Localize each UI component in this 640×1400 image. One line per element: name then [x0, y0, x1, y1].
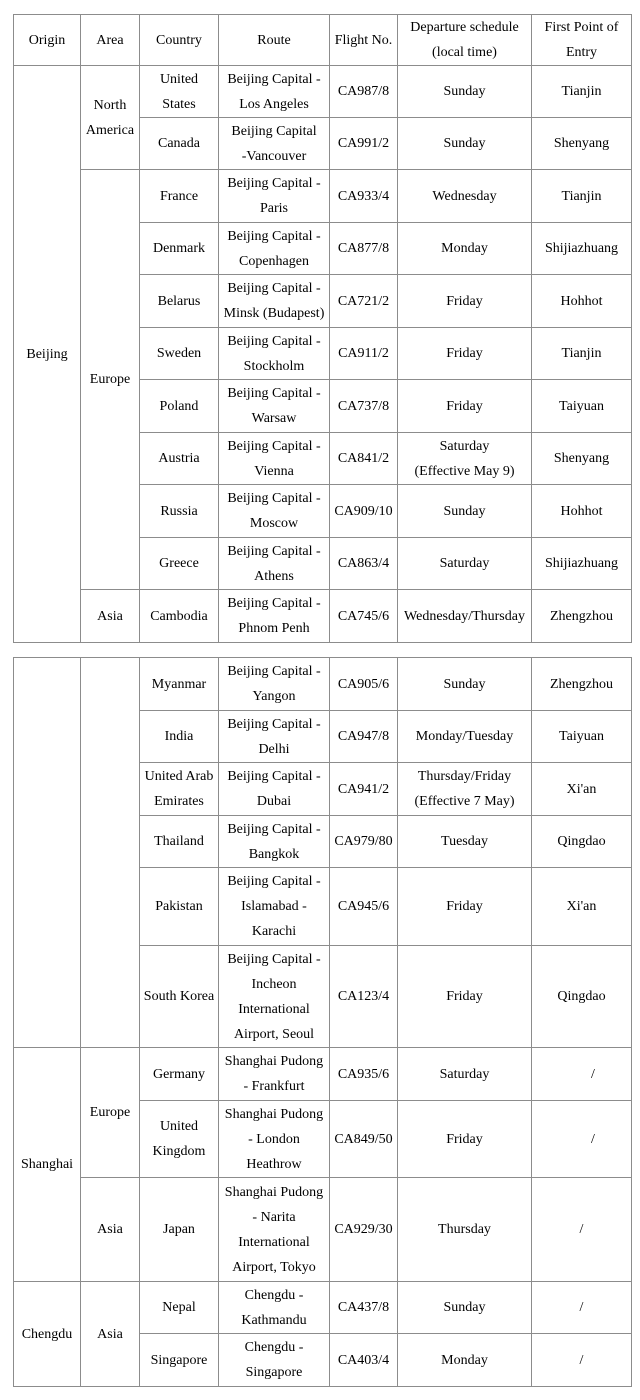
flight-cell: CA979/80: [330, 816, 398, 868]
route-cell: Beijing Capital - Delhi: [219, 711, 330, 763]
country-cell: Thailand: [140, 816, 219, 868]
schedule-cell: Monday/Tuesday: [398, 711, 532, 763]
schedule-cell: Friday: [398, 380, 532, 433]
country-cell: Denmark: [140, 223, 219, 275]
entry-cell: Qingdao: [532, 946, 632, 1048]
area-cell: Asia: [81, 1178, 140, 1282]
entry-cell: Xi'an: [532, 868, 632, 946]
flight-cell: CA911/2: [330, 328, 398, 380]
entry-cell: Shijiazhuang: [532, 223, 632, 275]
entry-cell: /: [532, 1282, 632, 1334]
origin-cell-continued: [14, 658, 81, 1048]
country-cell: Canada: [140, 118, 219, 170]
origin-cell: Beijing: [14, 66, 81, 643]
country-cell: Pakistan: [140, 868, 219, 946]
entry-cell: Taiyuan: [532, 711, 632, 763]
entry-cell: /: [532, 1048, 632, 1101]
schedule-cell: Thursday/Friday (Effective 7 May): [398, 763, 532, 816]
route-cell: Beijing Capital - Athens: [219, 538, 330, 590]
flight-cell: CA935/6: [330, 1048, 398, 1101]
route-cell: Beijing Capital - Paris: [219, 170, 330, 223]
country-cell: Poland: [140, 380, 219, 433]
flight-cell: CA403/4: [330, 1334, 398, 1387]
schedule-cell: Saturday: [398, 538, 532, 590]
entry-cell: Hohhot: [532, 275, 632, 328]
area-cell: Europe: [81, 170, 140, 590]
entry-cell: Tianjin: [532, 170, 632, 223]
route-cell: Chengdu - Kathmandu: [219, 1282, 330, 1334]
flight-cell: CA929/30: [330, 1178, 398, 1282]
entry-cell: /: [532, 1334, 632, 1387]
flight-cell: CA945/6: [330, 868, 398, 946]
flight-cell: CA933/4: [330, 170, 398, 223]
route-cell: Shanghai Pudong - London Heathrow: [219, 1101, 330, 1178]
flights-table-part-2: [13, 657, 632, 1387]
header-country: Country: [140, 15, 219, 66]
country-cell: Singapore: [140, 1334, 219, 1387]
route-cell: Shanghai Pudong - Narita International Airport, Tokyo: [219, 1178, 330, 1282]
schedule-cell: Tuesday: [398, 816, 532, 868]
flight-cell: CA721/2: [330, 275, 398, 328]
route-cell: Beijing Capital - Warsaw: [219, 380, 330, 433]
country-cell: United Arab Emirates: [140, 763, 219, 816]
schedule-cell: Wednesday: [398, 170, 532, 223]
flight-cell: CA877/8: [330, 223, 398, 275]
flight-cell: CA905/6: [330, 658, 398, 711]
route-cell: Beijing Capital - Vienna: [219, 433, 330, 485]
header-route: Route: [219, 15, 330, 66]
table-row: [14, 1178, 632, 1282]
route-cell: Beijing Capital - Los Angeles: [219, 66, 330, 118]
flight-cell: CA941/2: [330, 763, 398, 816]
schedule-cell: Friday: [398, 275, 532, 328]
schedule-cell: Wednesday/Thursday: [398, 590, 532, 643]
country-cell: Japan: [140, 1178, 219, 1282]
country-cell: United Kingdom: [140, 1101, 219, 1178]
origin-cell: Chengdu: [14, 1282, 81, 1387]
route-cell: Shanghai Pudong - Frankfurt: [219, 1048, 330, 1101]
schedule-cell: Sunday: [398, 66, 532, 118]
area-cell: Asia: [81, 590, 140, 643]
table-row: [14, 590, 632, 643]
country-cell: India: [140, 711, 219, 763]
origin-cell: Shanghai: [14, 1048, 81, 1282]
route-cell: Beijing Capital -Vancouver: [219, 118, 330, 170]
entry-cell: Hohhot: [532, 485, 632, 538]
flight-cell: CA987/8: [330, 66, 398, 118]
route-cell: Beijing Capital - Yangon: [219, 658, 330, 711]
table-row: [14, 170, 632, 223]
header-row: [14, 15, 632, 66]
entry-cell: Tianjin: [532, 328, 632, 380]
entry-cell: Qingdao: [532, 816, 632, 868]
flight-cell: CA863/4: [330, 538, 398, 590]
country-cell: Myanmar: [140, 658, 219, 711]
schedule-cell: Saturday (Effective May 9): [398, 433, 532, 485]
route-cell: Chengdu - Singapore: [219, 1334, 330, 1387]
route-cell: Beijing Capital - Stockholm: [219, 328, 330, 380]
area-cell: Europe: [81, 1048, 140, 1178]
header-origin: Origin: [14, 15, 81, 66]
table-row: [14, 1282, 632, 1334]
schedule-cell: Sunday: [398, 485, 532, 538]
flights-table-part-1: [13, 14, 632, 643]
flight-cell: CA947/8: [330, 711, 398, 763]
route-cell: Beijing Capital - Copenhagen: [219, 223, 330, 275]
entry-cell: /: [532, 1178, 632, 1282]
header-area: Area: [81, 15, 140, 66]
route-cell: Beijing Capital - Moscow: [219, 485, 330, 538]
country-cell: United States: [140, 66, 219, 118]
table-row: [14, 1048, 632, 1101]
entry-cell: /: [532, 1101, 632, 1178]
entry-cell: Taiyuan: [532, 380, 632, 433]
schedule-cell: Sunday: [398, 658, 532, 711]
entry-cell: Xi'an: [532, 763, 632, 816]
country-cell: Austria: [140, 433, 219, 485]
entry-cell: Shenyang: [532, 118, 632, 170]
country-cell: Sweden: [140, 328, 219, 380]
schedule-cell: Sunday: [398, 118, 532, 170]
flight-cell: CA745/6: [330, 590, 398, 643]
flight-cell: CA849/50: [330, 1101, 398, 1178]
area-cell-continued: [81, 658, 140, 1048]
area-cell: North America: [81, 66, 140, 170]
entry-cell: Zhengzhou: [532, 658, 632, 711]
flight-cell: CA841/2: [330, 433, 398, 485]
schedule-cell: Friday: [398, 946, 532, 1048]
country-cell: France: [140, 170, 219, 223]
country-cell: Germany: [140, 1048, 219, 1101]
area-cell: Asia: [81, 1282, 140, 1387]
schedule-cell: Friday: [398, 868, 532, 946]
schedule-cell: Saturday: [398, 1048, 532, 1101]
route-cell: Beijing Capital - Phnom Penh: [219, 590, 330, 643]
schedule-cell: Sunday: [398, 1282, 532, 1334]
route-cell: Beijing Capital - Bangkok: [219, 816, 330, 868]
country-cell: Belarus: [140, 275, 219, 328]
flight-cell: CA991/2: [330, 118, 398, 170]
table-row: [14, 658, 632, 711]
flight-cell: CA437/8: [330, 1282, 398, 1334]
schedule-cell: Friday: [398, 1101, 532, 1178]
flight-cell: CA909/10: [330, 485, 398, 538]
country-cell: South Korea: [140, 946, 219, 1048]
entry-cell: Shenyang: [532, 433, 632, 485]
entry-cell: Zhengzhou: [532, 590, 632, 643]
schedule-cell: Monday: [398, 1334, 532, 1387]
header-flight-no: Flight No.: [330, 15, 398, 66]
route-cell: Beijing Capital - Islamabad - Karachi: [219, 868, 330, 946]
flight-cell: CA123/4: [330, 946, 398, 1048]
header-first-point-of-entry: First Point of Entry: [532, 15, 632, 66]
route-cell: Beijing Capital - Minsk (Budapest): [219, 275, 330, 328]
schedule-cell: Thursday: [398, 1178, 532, 1282]
country-cell: Greece: [140, 538, 219, 590]
entry-cell: Shijiazhuang: [532, 538, 632, 590]
route-cell: Beijing Capital - Incheon International Airport, Seoul: [219, 946, 330, 1048]
table-row: [14, 66, 632, 118]
country-cell: Cambodia: [140, 590, 219, 643]
header-departure-schedule: Departure schedule (local time): [398, 15, 532, 66]
entry-cell: Tianjin: [532, 66, 632, 118]
route-cell: Beijing Capital - Dubai: [219, 763, 330, 816]
flight-cell: CA737/8: [330, 380, 398, 433]
schedule-cell: Monday: [398, 223, 532, 275]
schedule-cell: Friday: [398, 328, 532, 380]
country-cell: Nepal: [140, 1282, 219, 1334]
country-cell: Russia: [140, 485, 219, 538]
